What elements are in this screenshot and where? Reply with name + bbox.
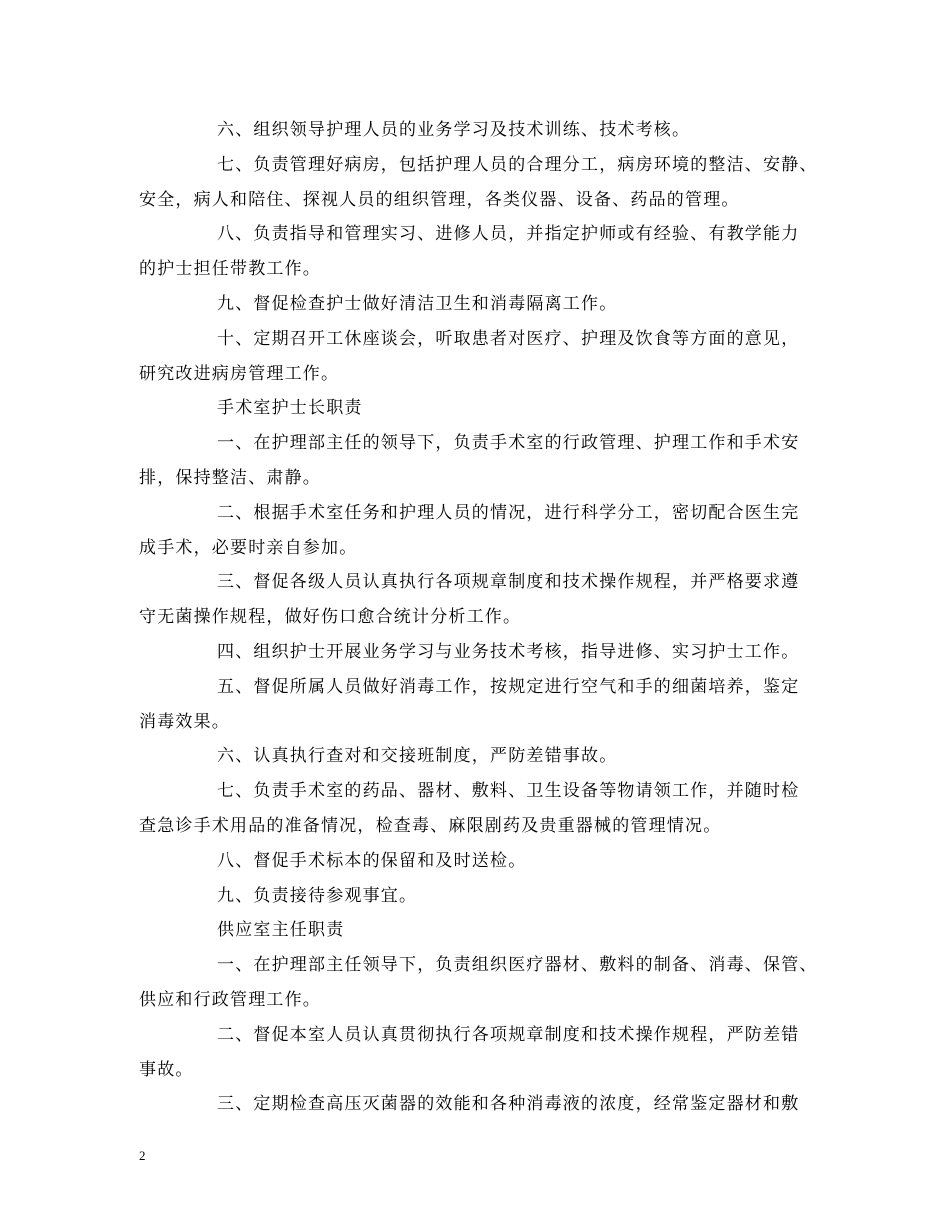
text-line: 成手术，必要时亲自参加。 [139,537,358,558]
text-line: 八、负责指导和管理实习、进修人员，并指定护师或有经验、有教学能力 [217,224,800,245]
text-line: 一、在护理部主任领导下，负责组织医疗器材、敷料的制备、消毒、保管、 [217,955,818,976]
paragraph-continuation [139,461,829,496]
paragraph [139,879,829,914]
paragraph-continuation [139,600,829,635]
section-heading [139,913,829,948]
text-line: 二、督促本室人员认真贯彻执行各项规章制度和技术操作规程，严防差错 [217,1024,800,1045]
paragraph [139,1018,829,1053]
paragraph-continuation [139,357,829,392]
text-line: 研究改进病房管理工作。 [139,363,340,384]
text-line: 一、在护理部主任的领导下，负责手术室的行政管理、护理工作和手术安 [217,433,800,454]
paragraph-continuation [139,183,829,218]
text-line: 手术室护士长职责 [217,398,363,419]
text-line: 安全，病人和陪住、探视人员的组织管理，各类仪器、设备、药品的管理。 [139,189,740,210]
text-line: 四、组织护士开展业务学习与业务技术考核，指导进修、实习护士工作。 [217,641,800,662]
section-heading [139,391,829,426]
text-line: 九、督促检查护士做好清洁卫生和消毒隔离工作。 [217,293,618,314]
paragraph [139,635,829,670]
text-line: 九、负责接待参观事宜。 [217,885,418,906]
paragraph [139,496,829,531]
text-line: 供应和行政管理工作。 [139,989,321,1010]
paragraph [139,1087,829,1122]
paragraph [139,670,829,705]
paragraph [139,426,829,461]
text-line: 三、督促各级人员认真执行各项规章制度和技术操作规程，并严格要求遵 [217,572,800,593]
text-line: 八、督促手术标本的保留和及时送检。 [217,850,527,871]
text-line: 六、认真执行查对和交接班制度，严防差错事故。 [217,746,618,767]
paragraph-continuation [139,252,829,287]
paragraph [139,844,829,879]
page-number: 2 [139,1148,146,1163]
paragraph [139,217,829,252]
paragraph-continuation [139,983,829,1018]
text-line: 三、定期检查高压灭菌器的效能和各种消毒液的浓度，经常鉴定器材和敷 [217,1094,800,1115]
text-line: 二、根据手术室任务和护理人员的情况，进行科学分工，密切配合医生完 [217,502,800,523]
paragraph [139,948,829,983]
text-line: 消毒效果。 [139,711,230,732]
text-line: 七、负责管理好病房，包括护理人员的合理分工，病房环境的整洁、安静、 [217,154,818,175]
text-line: 五、督促所属人员做好消毒工作，按规定进行空气和手的细菌培养，鉴定 [217,676,800,697]
paragraph [139,739,829,774]
paragraph [139,113,829,148]
paragraph-continuation [139,531,829,566]
text-line: 供应室主任职责 [217,920,345,941]
paragraph [139,287,829,322]
text-line: 六、组织领导护理人员的业务学习及技术训练、技术考核。 [217,120,691,140]
text-line: 七、负责手术室的药品、器材、敷料、卫生设备等物请领工作，并随时检 [217,781,800,802]
text-line: 十、定期召开工休座谈会，听取患者对医疗、护理及饮食等方面的意见， [217,328,800,349]
paragraph [139,322,829,357]
text-line: 的护士担任带教工作。 [139,259,321,280]
paragraph-continuation [139,809,829,844]
paragraph-continuation [139,1053,829,1088]
paragraph [139,565,829,600]
text-line: 排，保持整洁、肃静。 [139,467,321,488]
paragraph-continuation [139,705,829,740]
text-line: 查急诊手术用品的准备情况，检查毒、麻限剧药及贵重器械的管理情况。 [139,815,722,836]
paragraph [139,148,829,183]
paragraph [139,774,829,809]
text-line: 守无菌操作规程，做好伤口愈合统计分析工作。 [139,607,522,628]
document-body [139,113,829,1122]
text-line: 事故。 [139,1059,194,1080]
